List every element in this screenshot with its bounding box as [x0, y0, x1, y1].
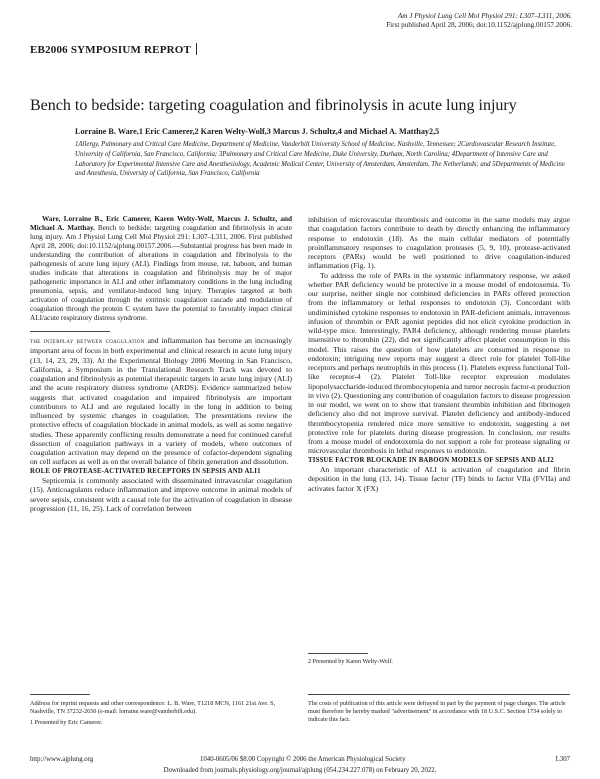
copyright-line: 1040-0605/06 $8.00 Copyright © 2006 the American Physiological Society — [200, 756, 406, 763]
abstract-divider — [30, 331, 110, 332]
left-column — [30, 215, 292, 513]
journal-citation: Am J Physiol Lung Cell Mol Physiol 291: L307–L311, 2006. — [397, 12, 572, 20]
footnotes-left — [30, 700, 292, 727]
section-label — [30, 43, 197, 56]
correspondence-footnote: Address for reprint requests and other correspondence: L. B. Ware, T1218 MCN, 1161 21st Ave. S, Nashville, TN 37232-2650 (e-mail: lorraine.ware@vanderbilt.edu). — [30, 700, 276, 715]
par-paragraph-2: To address the role of PARs in the systemic inflammatory response, we asked whether PAR deficiency would be protective in a mouse model of endotoxemia. To our surprise, neither single nor combined deficiencies in PARs offered protection from the inflammatory or lethal responses to endotoxin (3). Concordant with undiminished cytokine responses to endotoxin in PAR-deficient animals, intravenous infusion of thrombin or PAR agonist peptides did not elicit cytokine production in wild-type mice. Interestingly, PAR4 deficiency, although rendering mouse platelets insensitive to thrombin (22), did not significantly affect platelet consumption in this model. This raises the question of how platelets are consumed in response to endotoxin; intriguing new reports may suggest a direct role for platelet Toll-like receptors and perhaps neutrophils in this process (1). Platelets express functional Toll-like receptor-4 (2). Platelet Toll-like receptor expression modulates lipopolysaccharide-induced thrombocytopenia and tumor necrosis factor-α production in vivo (2). Questioning any contribution of coagulation factors to disease progression in our model, we went on to show that transient thrombin inhibition and fibrinogen deficiency also did not improve survival. Platelet deficiency and antibody-induced thrombocytopenia rendered mice more sensitive to endotoxin, suggesting a net protective role for platelets during disease progression. In conclusion, our results from a mouse model of endotoxemia do not support a role for protease signaling or microvascular thrombosis in lethal responses to endotoxin. — [308, 270, 570, 456]
sepsis-paragraph: Septicemia is commonly associated with disseminated intravascular coagulation (15). Anticoagulants reduce inflammation and improve outcome in animal models of severe sepsis, consistent with a causal role for the activation of coagulation in disease progression (11, 16, 25). Lack of correlation between — [30, 476, 292, 513]
section-label-bar — [196, 43, 197, 55]
footnote-divider-right — [308, 653, 368, 654]
running-header — [386, 12, 572, 30]
intro-smallcaps: the interplay between coagulation — [30, 338, 145, 345]
author-list: Lorraine B. Ware,1 Eric Camerer,2 Karen Welty-Wolf,3 Marcus J. Schultz,4 and Michael A. Matthay2,5 — [75, 127, 440, 136]
costs-footnote: The costs of publication of this article were defrayed in part by the payment of page charges. The article must therefore be hereby marked "advertisement" in accordance with 18 U.S.C. Section 1734 solely to indicate this fact. — [308, 700, 566, 723]
journal-url-link[interactable]: http://www.ajplung.org — [30, 756, 94, 763]
right-column — [308, 215, 570, 493]
article-title: Bench to bedside: targeting coagulation and fibrinolysis in acute lung injury — [30, 97, 517, 114]
costs-divider — [308, 694, 570, 695]
publication-doi: First published April 28, 2006; doi:10.1152/ajplung.00157.2006. — [386, 21, 572, 30]
abstract-body: Bench to bedside: targeting coagulation and fibrinolysis in acute lung injury. Am J Physiol Lung Cell Mol Physiol 291: L307–L311, 2006. First published April 28, 2006; doi:10.1152/ajplung.00157.2006.—Substantial progress has been made in understanding the contribution of alterations in coagulation and fibrinolysis to the pathogenesis of acute lung injury (ALI). Findings from mouse, rat, baboon, and human studies indicate that alterations in coagulation and fibrinolysis may be of major pathogenetic importance in ALI and other inflammatory conditions in the lung including pneumonia, sepsis, and ventilator-induced lung injury. Therapies targeted at both activation of coagulation through the extrinsic coagulation cascade and modulation of coagulation through the protein C system have the potential to favorably impact clinical ALI/acute respiratory distress syndrome. — [30, 224, 292, 322]
par-paragraph-1: inhibition of microvascular thrombosis and outcome in the same models may argue that coagulation factors contribute to death by directly enhancing the inflammatory response to endotoxin (18). As the main cellular mediators of potentially proinflammatory responses to coagulation proteases (5, 9, 10), protease-activated receptors (PARs) would be well positioned to drive coagulation-induced inflammation (Fig. 1). — [308, 215, 570, 271]
tissue-factor-paragraph: An important characteristic of ALI is activation of coagulation and fibrin deposition in the lung (13, 14). Tissue factor (TF) binds to factor VIIa (FVIIa) and activates factor X (FX) — [308, 465, 570, 493]
intro-paragraph — [30, 336, 292, 467]
page-number: L307 — [555, 756, 570, 763]
section-label-text: EB2006 SYMPOSIUM REPROT — [30, 44, 192, 56]
section-heading-par: ROLE OF PROTEASE-ACTIVATED RECEPTORS IN SEPSIS AND ALI1 — [30, 467, 261, 475]
abstract — [30, 215, 292, 323]
intro-text: and inflammation has become an increasingly important area of focus in both experimental and clinical research in acute lung injury (13, 14, 23, 29, 33). At the Experimental Biology 2006 Meeting in San Francisco, California, a Symposium in the Translational Research Track was devoted to coagulation and fibrinolysis as potential therapeutic targets in acute lung injury (ALI) and the acute respiratory distress syndrome (ARDS). Evidence summarized below suggests that activated coagulation and impaired fibrinolysis are important contributors to ALI and are regulated locally in the lung in addition to being influenced by systemic changes in coagulation. The presentations review the protective effects of coagulation blockade in animal models, as well as some negative studies. These apparently conflicting results demonstrate a need for continued careful dissection of coagulation pathways in a variety of models, where outcomes of coagulation activation may depend on the presence of cofactor-dependent signaling on cell surfaces as well as on the overall balance of fibrin generation and dissolution. — [30, 336, 292, 467]
download-notice: Downloaded from journals.physiology.org/journal/ajplung (054.234.227.078) on February 20, 2022. — [163, 767, 437, 774]
affiliations: 1Allergy, Pulmonary and Critical Care Medicine, Department of Medicine, Vanderbilt University School of Medicine, Nashville, Tennessee; 2Cardiovascular Research Institute, University of California, San Francisco, California; 3Pulmonary and Critical Care Medicine, Duke University, Durham, North Carolina; 4Department of Intensive Care and Laboratory for Experimental Intensive Care and Anesthesiology, Academic Medical Center, University of Amsterdam, Amsterdam, The Netherlands; and 5Departments of Medicine and Anesthesia, University of California, San Francisco, California — [75, 141, 565, 178]
abstract-authors: Ware, Lorraine B., Eric Camerer, Karen Welty-Wolf, Marcus J. Schultz, and Michael A. Matthay. — [30, 215, 292, 232]
section-heading-tissue-factor: TISSUE FACTOR BLOCKADE IN BABOON MODELS OF SEPSIS AND ALI2 — [308, 456, 554, 464]
presenter-footnote-2: 2 Presented by Karen Welty-Wolf. — [308, 658, 393, 665]
footnote-divider-left — [30, 694, 90, 695]
presenter-footnote-1: 1 Presented by Eric Camerer. — [30, 718, 103, 726]
